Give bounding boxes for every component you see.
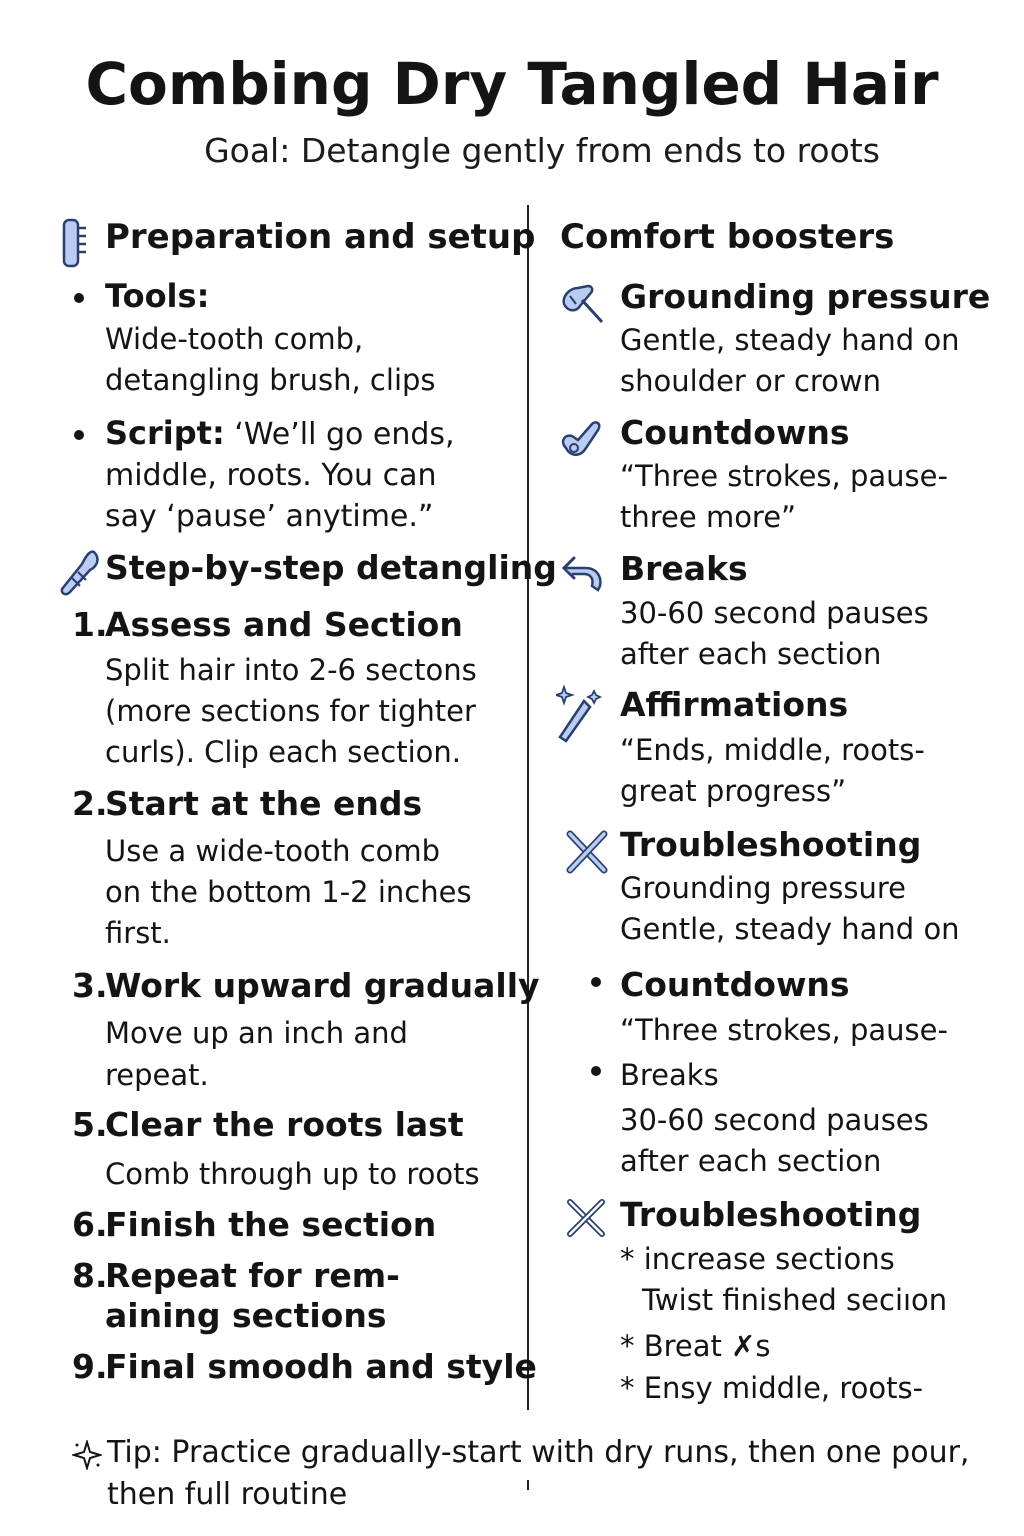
comfort-item-line: great progress” <box>620 774 847 808</box>
bullet-tools-line: Wide-tooth comb, <box>105 322 364 356</box>
step-line: Split hair into 2-6 sectons <box>105 653 477 687</box>
bullet-script-line: say ‘pause’ anytime.” <box>105 499 434 534</box>
step-number: 2. <box>72 784 108 823</box>
troubleshooting-line: Twist finished seciıon <box>642 1283 948 1317</box>
step-line: (more sections for tighter <box>105 694 476 728</box>
step-title: Work upward gradually <box>105 966 540 1005</box>
step-title: Start at the ends <box>105 784 423 823</box>
sparkle-icon <box>72 1440 102 1470</box>
comfort-item-title: Grounding pressure <box>620 277 991 316</box>
divider-tick <box>527 1480 529 1490</box>
goal-subtitle: Goal: Detangle gently from ends to roots <box>204 131 880 170</box>
bullet-title: Countdowns <box>620 965 850 1004</box>
bullet-line: after each section <box>620 1144 882 1178</box>
step-number: 3. <box>72 966 108 1005</box>
bullet-script <box>105 413 455 537</box>
bullet-dot <box>591 1066 601 1076</box>
troubleshooting-line: * Ensy middle, roots- <box>620 1371 924 1405</box>
bullet-tools <box>105 276 436 401</box>
step-title-cont: aining sections <box>105 1296 387 1335</box>
bullet-tools-label: Tools: <box>105 277 210 315</box>
step-number: 5. <box>72 1105 108 1144</box>
troubleshooting-heading: Troubleshooting <box>620 1195 922 1234</box>
column-divider <box>527 205 529 1410</box>
undo-arrow-icon <box>560 552 606 594</box>
step-line: repeat. <box>105 1058 209 1092</box>
step-title: Repeat for rem- <box>105 1256 400 1295</box>
comfort-item-line: after each section <box>620 637 882 671</box>
troubleshooting-line: * Breat ✗s <box>620 1329 771 1363</box>
bullet-script-label: Script: <box>105 414 225 452</box>
step-line: Use a wide-tooth comb <box>105 834 441 868</box>
detangle-brush-icon <box>58 548 102 598</box>
sparkle-wand-icon <box>556 685 604 745</box>
comfort-item-title: Troubleshooting <box>620 825 922 864</box>
comfort-item-line: “Ends, middle, roots- <box>620 733 925 767</box>
step-title: Final smoodh and style <box>105 1347 537 1386</box>
step-line: first. <box>105 916 171 950</box>
comfort-item-line: Gentle, steady hand on <box>620 912 960 946</box>
step-title: Assess and Section <box>105 605 463 644</box>
step-line: on the bottom 1-2 inches <box>105 875 472 909</box>
comfort-item-line: Gentle, steady hand on <box>620 323 960 357</box>
bullet-tools-line: detangling brush, clips <box>105 363 436 397</box>
troubleshooting-line: * increase sections <box>620 1242 895 1276</box>
hand-comb-icon <box>558 282 606 326</box>
tip-line: then full routine <box>107 1477 348 1512</box>
step-number: 1. <box>72 605 108 644</box>
bullet-script-text: ‘We’ll go ends, <box>224 417 455 452</box>
hand-icon <box>558 418 606 464</box>
step-title: Clear the roots last <box>105 1105 464 1144</box>
comfort-heading: Comfort boosters <box>560 217 895 257</box>
step-title: Finish the section <box>105 1205 437 1244</box>
bullet-line: “Three strokes, pause- <box>620 1013 948 1047</box>
comfort-item-title: Countdowns <box>620 413 850 452</box>
crossed-tools-icon <box>564 828 610 876</box>
comfort-item-line: three more” <box>620 500 797 534</box>
bullet-script-line: middle, roots. You can <box>105 458 437 493</box>
prep-heading: Preparation and setup <box>105 217 536 257</box>
bullet-line: 30-60 second pauses <box>620 1103 929 1137</box>
crossed-tools-icon <box>566 1198 606 1238</box>
step-line: Comb through up to roots <box>105 1157 480 1191</box>
step-number: 6. <box>72 1205 108 1244</box>
step-line: curls). Clip each section. <box>105 735 461 769</box>
comfort-item-line: 30-60 second pauses <box>620 596 929 630</box>
tip-line: Tip: Practice gradually-start with dry runs, then one pour, <box>107 1435 970 1470</box>
comb-icon <box>58 218 92 268</box>
bullet-title: Breaks <box>620 1058 719 1092</box>
steps-heading: Step-by-step detangling <box>105 548 557 587</box>
comfort-item-line: “Three strokes, pause- <box>620 459 948 493</box>
bullet-dot <box>74 430 84 440</box>
comfort-item-line: shoulder or crown <box>620 364 882 398</box>
step-number: 8. <box>72 1256 108 1295</box>
page-title: Combing Dry Tangled Hair <box>85 50 939 118</box>
comfort-item-title: Affirmations <box>620 685 849 724</box>
comfort-item-line: Grounding pressure <box>620 871 906 905</box>
step-number: 9. <box>72 1347 108 1386</box>
bullet-dot <box>74 293 84 303</box>
bullet-dot <box>591 977 601 987</box>
comfort-item-title: Breaks <box>620 549 748 588</box>
step-line: Move up an inch and <box>105 1016 408 1050</box>
